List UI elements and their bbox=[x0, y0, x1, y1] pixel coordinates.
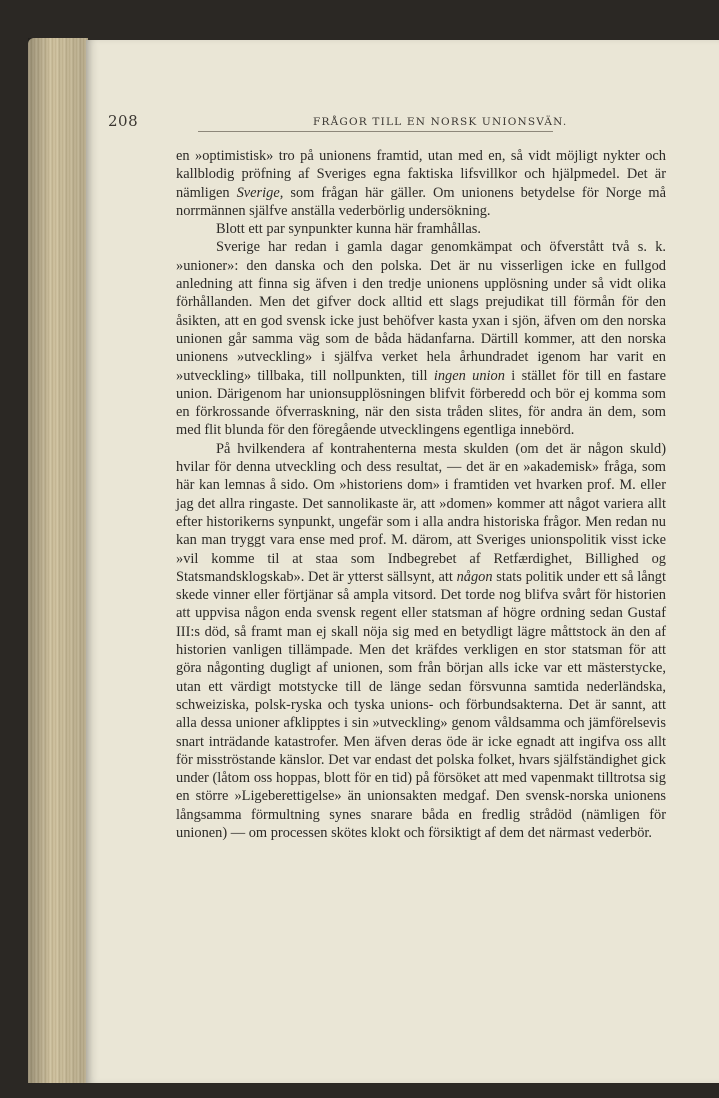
paragraph-1-text-b: som frågan här gäller. Om unionens betydelse för Norge må norrmännen själfve anställa vederbörlig undersökning. bbox=[176, 184, 666, 219]
paragraph-1 bbox=[176, 147, 666, 220]
paragraph-4-emphasis: någon bbox=[456, 568, 493, 585]
header-rule bbox=[198, 131, 553, 132]
paragraph-3-text: Sverige har redan i gamla dagar genomkämpat och öfverstått två s. k. »unioner»: den danska och den polska. Det är nu visserligen icke en fullgod anledning att finna sig äfven i den tredje unionens upplösning under så vidt olika förhållanden. Men det gifver dock alltid ett slags prejudikat till förmån för den åsikten, att en god svensk icke just behöfver kasta yxan i sjön, äfven om den norska unionen går samma väg som de båda hädanfarna. Därtill kommer, att den norska unionens »utveckling» i själfva verket hela århundradet igenom har varit en »utveckling» tillbaka, till nollpunkten, till bbox=[176, 239, 666, 384]
paragraph-1-text: en »optimistisk» tro på unionens framtid, utan med en, så vidt möjligt nykter och kallblodig pröfning af Sveriges egna faktiska lifsvillkor och hjälpmedel. Det är nämligen bbox=[176, 148, 666, 201]
paragraph-3-emphasis: ingen union bbox=[433, 367, 505, 384]
body-text bbox=[176, 147, 666, 842]
paragraph-2: Blott ett par synpunkter kunna här framhållas. bbox=[216, 221, 481, 238]
paragraph-4-text-b: stats politik under ett så långt skede vinner eller förtjänar så ampla vitsord. Det torde nog blifva svårt för historien att uppvisa någon enda svensk regent eller statsman af högre ordning sedan Gustaf III:s död, så framt man ej skall nöja sig med en betydligt lägre måttstock än den af historien vanligen tillämpade. Men det kräfdes verkligen en stor statsman för att göra någonting dugligt af unionen, som från början alls icke var ett mästerstycke, utan ett värdigt motstycke till de länge sedan försvunna samtida nederländska, schweiziska, polsk-ryska och tyska unions- och förbundsakterna. Det är sannt, att alla dessa unioner afklipptes i sin »utveckling» genom våldsamma och jämförelsevis snart inträdande katastrofer. Men äfven deras öde är icke egnadt att ingifva oss allt för misströstande känslor. Det var endast det polska folket, hvars själfständighet gick under (låtom oss hoppas, blott för en tid) på försöket att med vapenmakt tilltrotsa sig en större »Ligeberettigelse» än unionsakten medgaf. Den svensk-norska unionens långsamma förmultning synes snarare båda en fredlig strådöd (nämligen för unionen) — om processen skötes klokt och försiktigt af dem det närmast vederbör. bbox=[176, 568, 666, 841]
paragraph-4 bbox=[176, 440, 666, 843]
running-title: FRÅGOR TILL EN NORSK UNIONSVÄN. bbox=[313, 116, 568, 128]
paragraph-3 bbox=[176, 238, 666, 439]
paragraph-1-emphasis: Sverige, bbox=[236, 184, 284, 201]
paragraph-4-text: På hvilkendera af kontrahenterna mesta skulden (om det är någon skuld) hvilar för denna utveckling och dess resultat, — det är en »akademisk» fråga, som här kan lemnas å sido. Om »historiens dom» i framtiden vet hvarken prof. M. eller jag det allra ringaste. Det sannolikaste är, att »domen» kommer att något variera allt efter historikerns synpunkt, ungefär som i alla andra historiska frågor. Men redan nu kan man tryggt vara ense med prof. M. därom, att Sveriges unionspolitik visst icke »vil komme til at staa som Indbegrebet af Retfærdighet, Billighed og Statsmandsklogskab». Det är ytterst sällsynt, att bbox=[176, 440, 666, 585]
paragraph-3-text-b: i stället för till en fastare union. Därigenom har unionsupplösningen blifvit förberedd och bör ej komma som en förkrossande öfverraskning, när den sista tråden slites, för andra än dem, som med flit blunda för den föregående utvecklingens egentliga innebörd. bbox=[176, 367, 666, 439]
page-edges-shadow bbox=[28, 38, 88, 1083]
page-number: 208 bbox=[108, 112, 139, 130]
